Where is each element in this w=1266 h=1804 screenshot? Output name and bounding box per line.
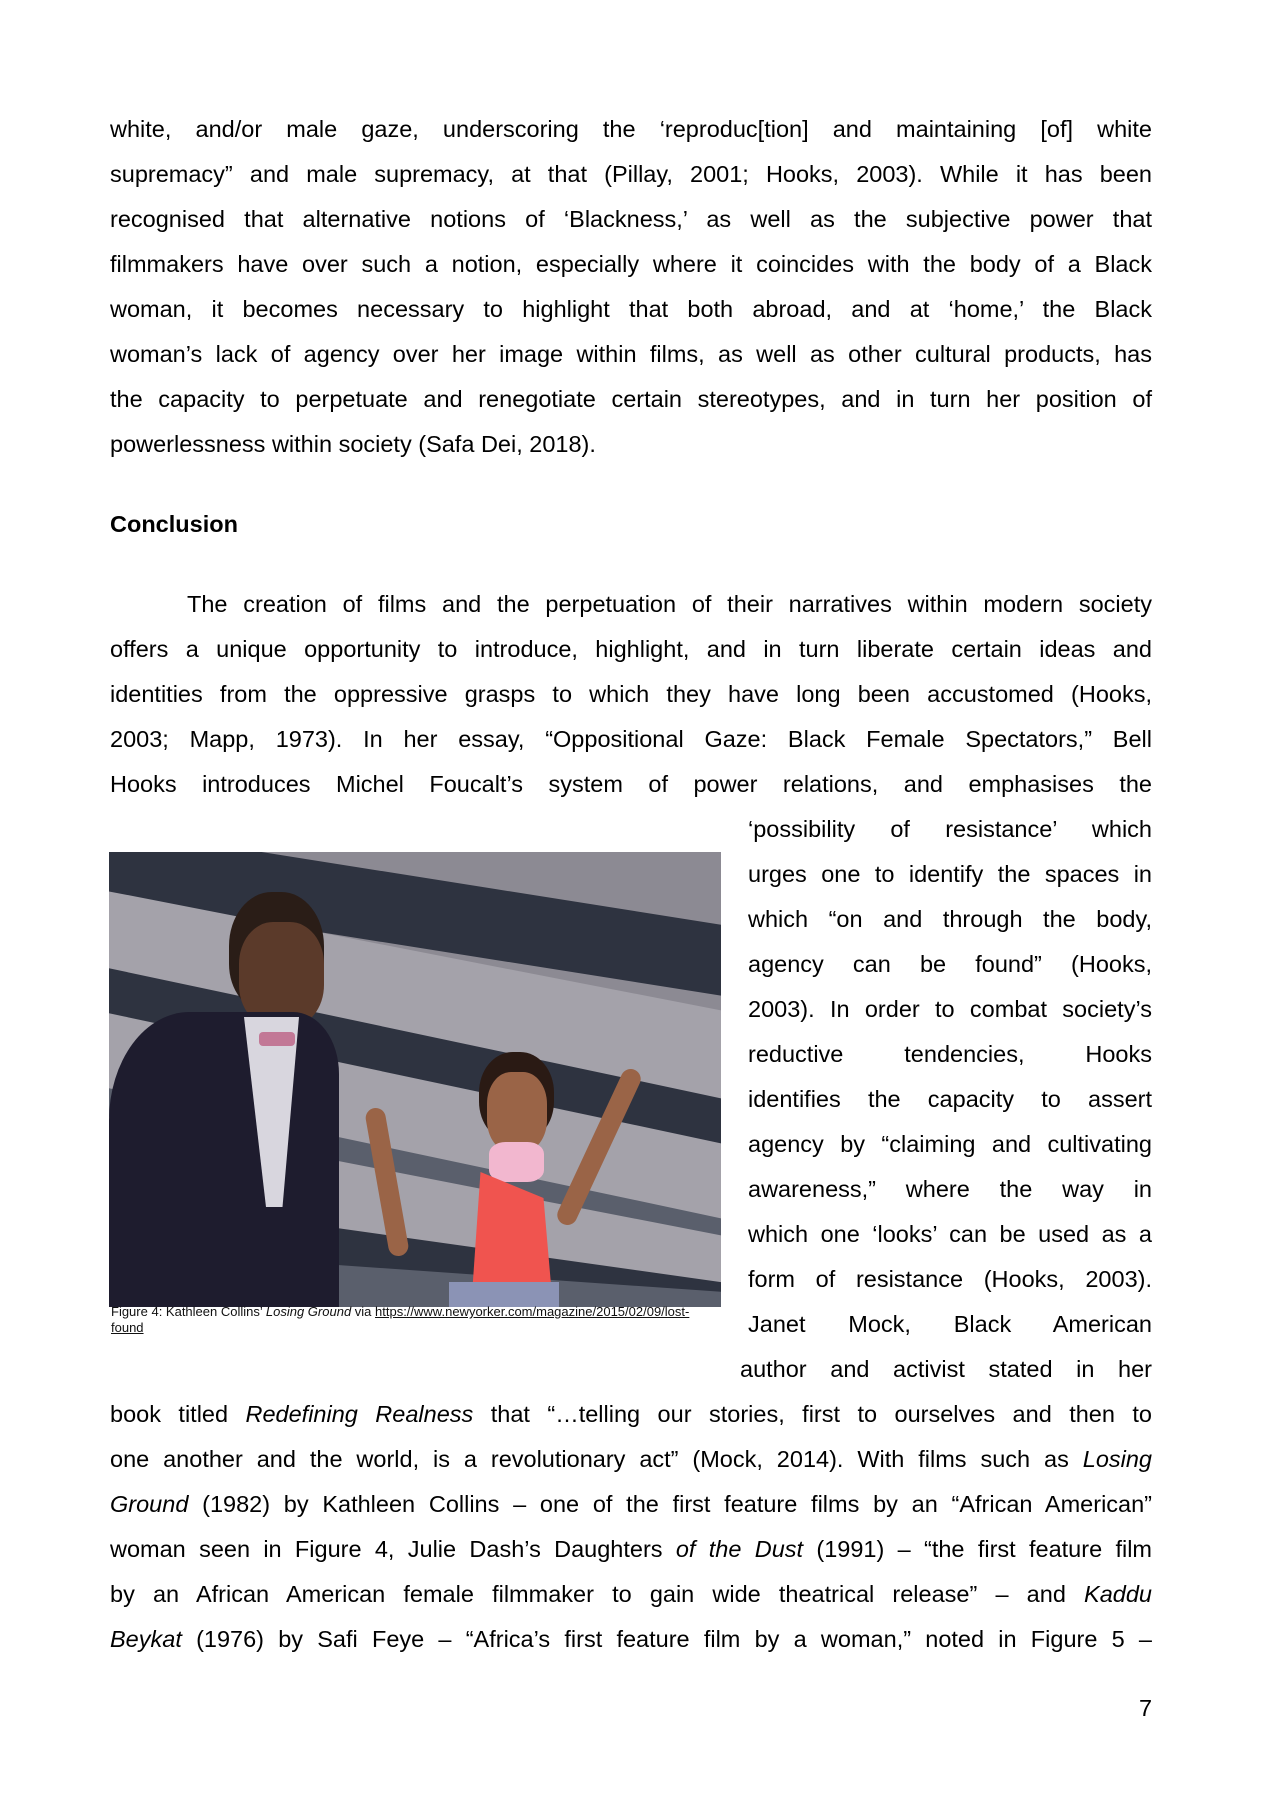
woman-face (487, 1072, 547, 1152)
book-title: Redefining Realness (245, 1401, 474, 1427)
text-line (110, 1527, 1152, 1572)
film-title: Kaddu (1084, 1581, 1152, 1607)
text-line: offers a unique opportunity to introduce, highlight, and in turn liberate certain ideas and (110, 636, 1152, 662)
text-line (110, 1617, 1152, 1662)
film-title: Losing (1082, 1446, 1152, 1472)
text-line: The creation of films and the perpetuation of their narratives within modern society (187, 591, 1152, 617)
text-line: ‘possibility of resistance’ which (748, 816, 1152, 842)
text-line: author and activist stated in her (740, 1356, 1152, 1382)
text-line: woman, it becomes necessary to highlight that both abroad, and at ‘home,’ the Black (110, 296, 1152, 322)
text-line (110, 1482, 1152, 1527)
film-title: of the Dust (675, 1536, 804, 1562)
text-line: reductive tendencies, Hooks (748, 1041, 1152, 1067)
text-run: (1976) by Safi Feye – “Africa’s first feature film by a woman,” noted in Figure 5 – (181, 1626, 1152, 1652)
text-line: identities from the oppressive grasps to which they have long been accustomed (Hooks, (110, 681, 1152, 707)
text-line: agency by “claiming and cultivating (748, 1131, 1152, 1157)
text-line: which one ‘looks’ can be used as a (748, 1221, 1152, 1247)
text-run: (1991) – “the first feature film (803, 1536, 1152, 1562)
text-line: woman’s lack of agency over her image within films, as well as other cultural products, has (110, 341, 1152, 367)
figure-4-image (109, 852, 721, 1307)
text-line: powerlessness within society (Safa Dei, 2018). (110, 431, 596, 457)
text-run: that “…telling our stories, first to ourselves and then to (473, 1401, 1152, 1427)
text-run: one another and the world, is a revolutionary act” (Mock, 2014). With films such as (110, 1446, 1083, 1472)
text-line: awareness,” where the way in (748, 1176, 1152, 1202)
text-line: form of resistance (Hooks, 2003). (748, 1266, 1152, 1292)
text-line: Hooks introduces Michel Foucalt’s system of power relations, and emphasises the (110, 771, 1152, 797)
figure-caption (111, 1304, 711, 1336)
text-line: identifies the capacity to assert (748, 1086, 1152, 1112)
page-number: 7 (1139, 1695, 1153, 1721)
text-line: 2003; Mapp, 1973). In her essay, “Oppositional Gaze: Black Female Spectators,” Bell (110, 726, 1152, 752)
caption-text: Figure 4: Kathleen Collins’ (111, 1304, 266, 1319)
text-line: which “on and through the body, (748, 906, 1152, 932)
text-line: Janet Mock, Black American (748, 1311, 1152, 1337)
text-line: agency can be found” (Hooks, (748, 951, 1152, 977)
text-line (110, 1392, 1152, 1437)
text-line: recognised that alternative notions of ‘Blackness,’ as well as the subjective power that (110, 206, 1152, 232)
caption-film-title: Losing Ground (265, 1304, 352, 1319)
text-line: filmmakers have over such a notion, especially where it coincides with the body of a Black (110, 251, 1152, 277)
text-run: book titled (110, 1401, 246, 1427)
text-line: the capacity to perpetuate and renegotiate certain stereotypes, and in turn her position of (110, 386, 1152, 412)
text-line: supremacy” and male supremacy, at that (Pillay, 2001; Hooks, 2003). While it has been (110, 161, 1152, 187)
text-run: (1982) by Kathleen Collins – one of the first feature films by an “African American” (188, 1491, 1152, 1517)
text-run: by an African American female filmmaker to gain wide theatrical release” – and (110, 1581, 1085, 1607)
text-line: urges one to identify the spaces in (748, 861, 1152, 887)
text-line: white, and/or male gaze, underscoring the ‘reproduc[tion] and maintaining [of] white (110, 116, 1152, 142)
caption-text: via (351, 1304, 376, 1319)
text-line (110, 1437, 1152, 1482)
section-heading: Conclusion (110, 511, 238, 537)
text-run: woman seen in Figure 4, Julie Dash’s Daughters (110, 1536, 676, 1562)
man-suit (109, 1012, 339, 1307)
woman-scarf (489, 1142, 544, 1182)
caption-source-link[interactable]: https://www.newyorker.com/magazine/2015/02/09/lost-found (111, 1304, 690, 1335)
film-title: Beykat (110, 1626, 182, 1652)
text-line (110, 1572, 1152, 1617)
text-line: 2003). In order to combat society’s (748, 996, 1152, 1022)
film-title: Ground (110, 1491, 189, 1517)
bow-tie (259, 1032, 295, 1046)
